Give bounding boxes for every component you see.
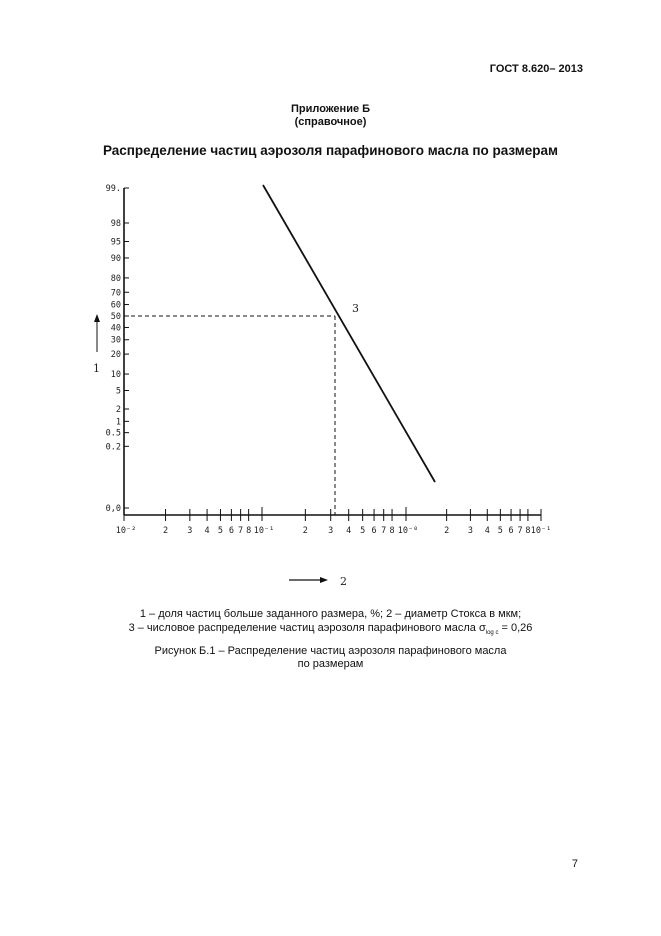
y-tick-label: 95 bbox=[110, 237, 121, 248]
x-tick-label: 10⁻² bbox=[115, 526, 137, 536]
x-tick-label: 7 bbox=[238, 526, 244, 536]
figure-title: Распределение частиц аэрозоля парафинового масла по размерам bbox=[102, 143, 559, 158]
legend-sigma-subscript: log c bbox=[485, 630, 499, 637]
y-tick-label: 99. bbox=[105, 184, 121, 194]
caption-line-2: по размерам bbox=[297, 658, 364, 670]
page-number: 7 bbox=[571, 858, 578, 870]
series-label: 3 bbox=[352, 302, 359, 315]
x-tick-label: 4 bbox=[346, 526, 352, 536]
series-line bbox=[263, 185, 435, 482]
y-tick-label: 90 bbox=[110, 253, 121, 264]
y-tick-label: 1 bbox=[115, 417, 121, 428]
distribution-chart bbox=[0, 175, 661, 605]
y-tick-label: 30 bbox=[110, 335, 121, 346]
x-axis-number: 2 bbox=[340, 575, 347, 588]
x-tick-label: 2 bbox=[444, 526, 450, 536]
figure-caption bbox=[0, 645, 661, 671]
appendix-heading bbox=[0, 103, 661, 129]
x-tick-label: 8 bbox=[246, 526, 252, 536]
appendix-subtitle: (справочное) bbox=[294, 116, 367, 128]
y-tick-label: 70 bbox=[110, 288, 121, 299]
y-axis-arrowhead bbox=[94, 314, 100, 322]
y-tick-label: 0,0 bbox=[105, 504, 121, 514]
y-tick-label: 50 bbox=[110, 312, 121, 322]
legend-line-2-text: 3 – числовое распределение частиц аэрозоля парафинового масла σ bbox=[128, 622, 486, 634]
x-tick-label: 10⁻¹ bbox=[530, 526, 552, 536]
y-tick-label: 5 bbox=[115, 386, 121, 397]
y-axis-number: 1 bbox=[93, 362, 100, 375]
x-tick-label: 10⁻¹ bbox=[253, 526, 275, 536]
x-tick-label: 3 bbox=[328, 526, 334, 536]
x-tick-label: 2 bbox=[162, 526, 169, 536]
x-tick-label: 5 bbox=[497, 526, 503, 536]
y-tick-label: 0.2 bbox=[105, 442, 121, 453]
x-tick-label: 4 bbox=[204, 526, 210, 536]
x-tick-label: 2 bbox=[302, 526, 308, 536]
y-tick-label: 40 bbox=[110, 323, 121, 334]
x-tick-label: 6 bbox=[371, 526, 377, 536]
x-tick-label: 5 bbox=[360, 526, 366, 536]
x-tick-label: 10⁻⁰ bbox=[397, 526, 419, 536]
standard-header: ГОСТ 8.620– 2013 bbox=[489, 63, 583, 75]
legend-line-1: 1 – доля частиц больше заданного размера, %; 2 – диаметр Стокса в мкм; bbox=[139, 608, 522, 620]
x-tick-label: 8 bbox=[389, 526, 395, 536]
appendix-title: Приложение Б bbox=[290, 103, 371, 115]
caption-line-1: Рисунок Б.1 – Распределение частиц аэрозоля парафинового масла bbox=[154, 645, 507, 657]
x-tick-label: 4 bbox=[484, 526, 490, 536]
x-tick-label: 6 bbox=[228, 526, 234, 536]
x-tick-label: 6 bbox=[508, 526, 514, 536]
x-tick-label: 8 bbox=[525, 526, 531, 536]
y-tick-label: 0.5 bbox=[105, 428, 121, 439]
y-tick-label: 2 bbox=[115, 405, 121, 415]
legend-line-2 bbox=[0, 621, 661, 640]
x-tick-label: 3 bbox=[467, 526, 473, 536]
x-tick-label: 3 bbox=[187, 526, 193, 536]
y-tick-label: 60 bbox=[110, 300, 121, 311]
y-tick-label: 20 bbox=[110, 350, 121, 361]
figure-legend bbox=[0, 607, 661, 640]
x-tick-label: 7 bbox=[517, 526, 523, 536]
x-tick-label: 7 bbox=[381, 526, 387, 536]
y-tick-label: 10 bbox=[110, 370, 121, 381]
y-tick-label: 98 bbox=[110, 219, 121, 229]
legend-line-2-value: = 0,26 bbox=[498, 622, 533, 634]
x-tick-label: 5 bbox=[217, 526, 224, 536]
x-axis-arrowhead bbox=[320, 577, 328, 583]
y-tick-label: 80 bbox=[110, 273, 121, 284]
